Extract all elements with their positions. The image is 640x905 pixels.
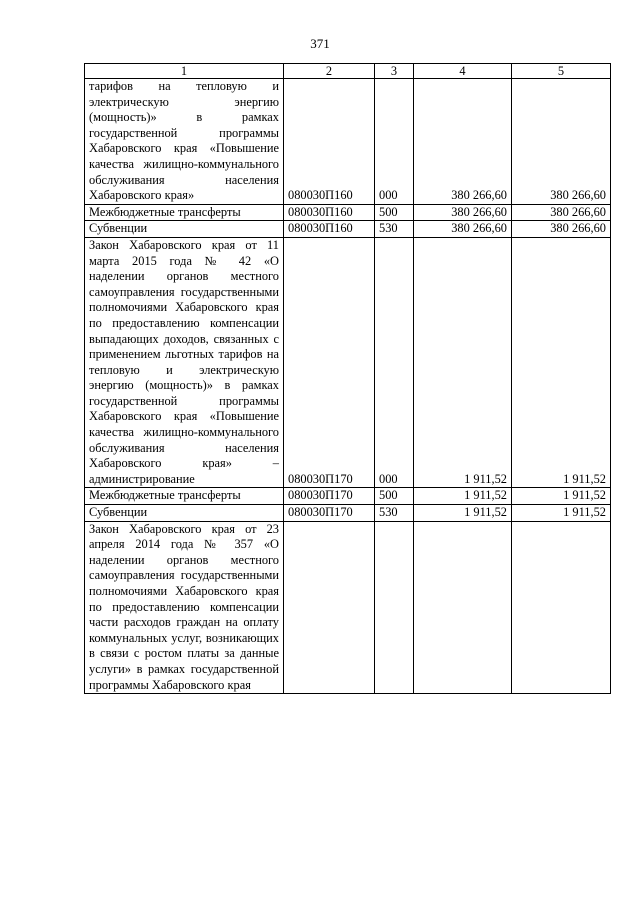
table-row bbox=[85, 221, 611, 238]
table-row bbox=[85, 204, 611, 221]
row-name: Закон Хабаровского края от 23 апреля 2014 года № 357 «О наделении органов местного самоуправления государственными полномочиями Хабаровского края по предоставлению компенсации части расходов граждан на оплату коммунальных услуг, возникающих в связи с ростом платы за данные услуги» в рамках государственной программы Хабаровского края bbox=[85, 521, 284, 694]
row-expense-type: 500 bbox=[375, 204, 414, 221]
row-expense-type: 500 bbox=[375, 488, 414, 505]
row-sum-2: 380 266,60 bbox=[512, 204, 611, 221]
row-sum-2: 380 266,60 bbox=[512, 221, 611, 238]
table-row bbox=[85, 79, 611, 205]
row-sum-1: 380 266,60 bbox=[414, 204, 512, 221]
row-target-code: 080030П170 bbox=[284, 488, 375, 505]
row-sum-1: 380 266,60 bbox=[414, 221, 512, 238]
row-sum-2: 380 266,60 bbox=[512, 79, 611, 205]
row-name: Субвенции bbox=[85, 505, 284, 522]
row-name: Закон Хабаровского края от 11 марта 2015 года № 42 «О наделении органов местного самоуправления государственными полномочиями Хабаровского края по предоставлению компенсации выпадающих доходов, связанных с применением льготных тарифов на тепловую и электрическую энергию (мощность)» в рамках государственной программы Хабаровского края «Повышение качества жилищно-коммунального обслуживания населения Хабаровского края» – администрирование bbox=[85, 237, 284, 488]
header-col-4: 4 bbox=[414, 64, 512, 79]
row-sum-1: 1 911,52 bbox=[414, 488, 512, 505]
header-col-1: 1 bbox=[85, 64, 284, 79]
row-sum-2 bbox=[512, 521, 611, 694]
row-sum-1: 1 911,52 bbox=[414, 505, 512, 522]
row-name: тарифов на тепловую и электрическую энергию (мощность)» в рамках государственной программы Хабаровского края «Повышение качества жилищно-коммунального обслуживания населения Хабаровского края» bbox=[85, 79, 284, 205]
header-col-3: 3 bbox=[375, 64, 414, 79]
table-row bbox=[85, 237, 611, 488]
table-row bbox=[85, 521, 611, 694]
row-sum-1: 380 266,60 bbox=[414, 79, 512, 205]
header-row bbox=[85, 64, 611, 79]
row-expense-type: 530 bbox=[375, 505, 414, 522]
header-col-5: 5 bbox=[512, 64, 611, 79]
table-row bbox=[85, 505, 611, 522]
page-number: 371 bbox=[310, 36, 330, 51]
row-expense-type: 000 bbox=[375, 79, 414, 205]
row-expense-type bbox=[375, 521, 414, 694]
row-sum-2: 1 911,52 bbox=[512, 505, 611, 522]
row-sum-2: 1 911,52 bbox=[512, 237, 611, 488]
budget-table bbox=[84, 63, 611, 694]
row-target-code: 080030П170 bbox=[284, 505, 375, 522]
row-target-code: 080030П160 bbox=[284, 221, 375, 238]
header-col-2: 2 bbox=[284, 64, 375, 79]
row-name: Межбюджетные трансферты bbox=[85, 488, 284, 505]
row-target-code: 080030П160 bbox=[284, 79, 375, 205]
row-target-code: 080030П160 bbox=[284, 204, 375, 221]
row-target-code: 080030П170 bbox=[284, 237, 375, 488]
row-name: Субвенции bbox=[85, 221, 284, 238]
row-sum-2: 1 911,52 bbox=[512, 488, 611, 505]
row-expense-type: 530 bbox=[375, 221, 414, 238]
row-target-code bbox=[284, 521, 375, 694]
row-expense-type: 000 bbox=[375, 237, 414, 488]
table-row bbox=[85, 488, 611, 505]
row-sum-1: 1 911,52 bbox=[414, 237, 512, 488]
row-sum-1 bbox=[414, 521, 512, 694]
row-name: Межбюджетные трансферты bbox=[85, 204, 284, 221]
